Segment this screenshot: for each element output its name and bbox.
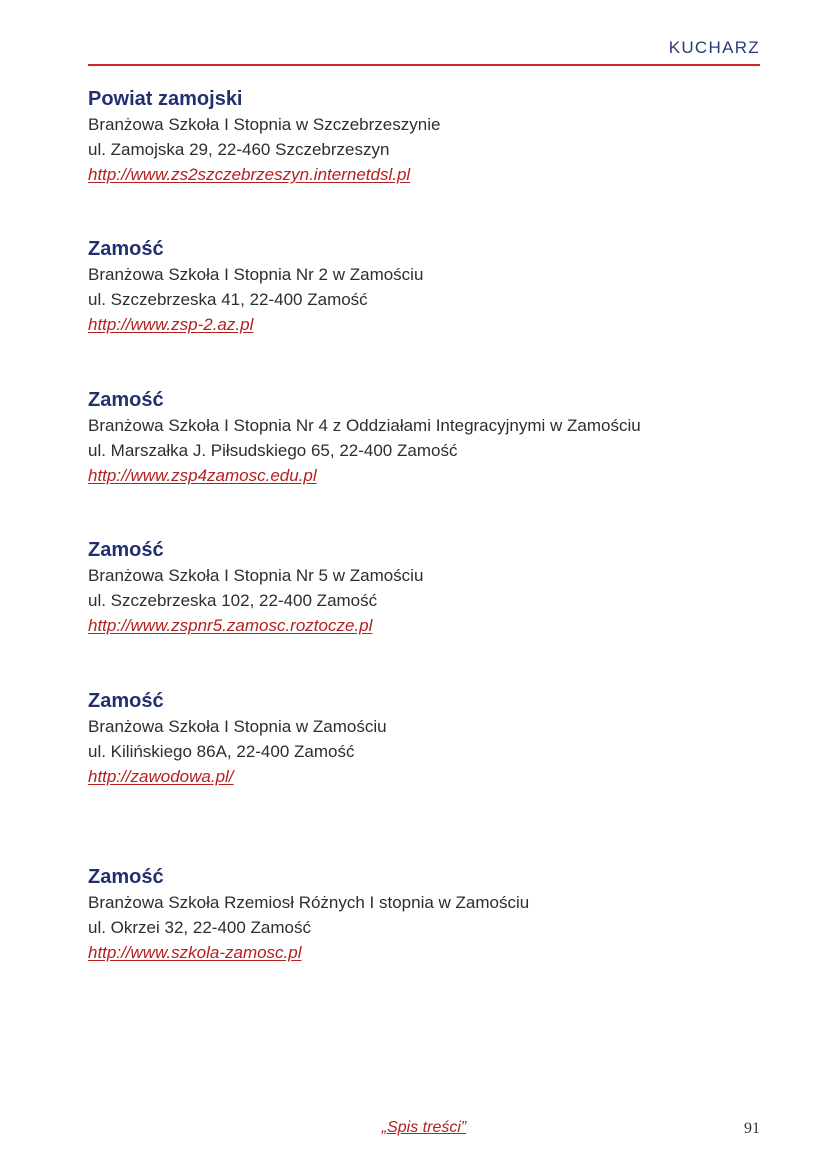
school-address: ul. Okrzei 32, 22-400 Zamość	[88, 918, 311, 937]
school-address: ul. Kilińskiego 86A, 22-400 Zamość	[88, 742, 355, 761]
entry-heading: Powiat zamojski	[88, 88, 243, 110]
school-address: ul. Szczebrzeska 102, 22-400 Zamość	[88, 591, 378, 610]
school-entry	[88, 86, 760, 187]
entry-heading: Zamość	[88, 389, 164, 411]
header-divider	[88, 64, 760, 66]
school-entry	[88, 537, 760, 638]
school-name: Branżowa Szkoła I Stopnia Nr 2 w Zamościu	[88, 265, 424, 284]
running-header-title: KUCHARZ	[668, 38, 760, 57]
entry-heading: Zamość	[88, 539, 164, 561]
school-name: Branżowa Szkoła Rzemiosł Różnych I stopnia w Zamościu	[88, 893, 530, 912]
school-name: Branżowa Szkoła I Stopnia w Zamościu	[88, 717, 387, 736]
school-entry	[88, 864, 760, 965]
school-website-link[interactable]: http://www.szkola-zamosc.pl	[88, 943, 302, 962]
school-name: Branżowa Szkoła I Stopnia Nr 4 z Oddziałami Integracyjnymi w Zamościu	[88, 416, 641, 435]
school-name: Branżowa Szkoła I Stopnia Nr 5 w Zamościu	[88, 566, 424, 585]
school-website-link[interactable]: http://www.zs2szczebrzeszyn.internetdsl.pl	[88, 165, 411, 184]
school-entry	[88, 688, 760, 789]
school-address: ul. Szczebrzeska 41, 22-400 Zamość	[88, 290, 368, 309]
entry-heading: Zamość	[88, 238, 164, 260]
school-website-link[interactable]: http://www.zspnr5.zamosc.roztocze.pl	[88, 616, 373, 635]
school-website-link[interactable]: http://zawodowa.pl/	[88, 767, 234, 786]
school-website-link[interactable]: http://www.zsp4zamosc.edu.pl	[88, 466, 317, 485]
entry-heading: Zamość	[88, 690, 164, 712]
school-website-link[interactable]: http://www.zsp-2.az.pl	[88, 315, 254, 334]
school-address: ul. Marszałka J. Piłsudskiego 65, 22-400 Zamość	[88, 441, 458, 460]
entry-heading: Zamość	[88, 866, 164, 888]
page-number: 91	[744, 1120, 760, 1137]
school-entry	[88, 236, 760, 337]
school-entry	[88, 387, 760, 488]
school-name: Branżowa Szkoła I Stopnia w Szczebrzeszynie	[88, 115, 441, 134]
table-of-contents-link[interactable]: „Spis treści”	[381, 1119, 467, 1136]
school-address: ul. Zamojska 29, 22-460 Szczebrzeszyn	[88, 140, 390, 159]
